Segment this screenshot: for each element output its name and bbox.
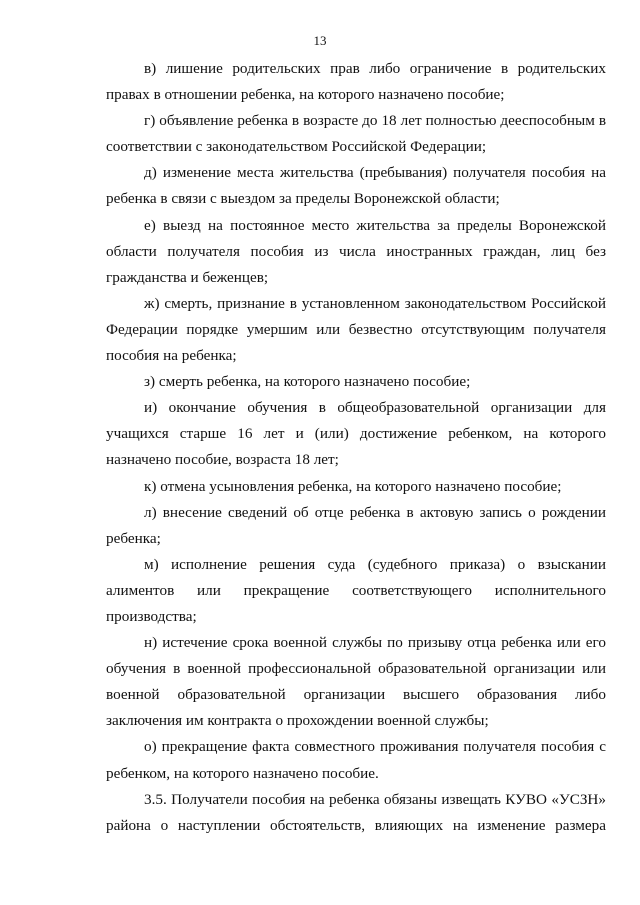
document-body [106,56,606,839]
list-item-m: м) исполнение решения суда (судебного приказа) о взыскании алиментов или прекращение соответствующего исполнительного производства; [106,555,606,625]
list-item-k: к) отмена усыновления ребенка, на которого назначено пособие; [144,477,562,495]
list-item-l: л) внесение сведений об отце ребенка в актовую запись о рождении ребенка; [106,503,606,547]
section-3-5-paragraph: 3.5. Получатели пособия на ребенка обязаны извещать КУВО «УСЗН» района о наступлении обстоятельств, влияющих на изменение размера [106,790,606,834]
list-item-zh: ж) смерть, признание в установленном законодательством Российской Федерации порядке умершим или безвестно отсутствующим получателя пособия на ребенка; [106,294,606,365]
list-item-v: в) лишение родительских прав либо ограничение в родительских правах в отношении ребенка, на которого назначено пособие; [106,60,606,104]
list-item-g: г) объявление ребенка в возрасте до 18 лет полностью дееспособным в соответствии с законодательством Российской Федерации; [106,112,606,156]
list-item-d: д) изменение места жительства (пребывания) получателя пособия на ребенка в связи с выездом за пределы Воронежской области; [106,164,606,208]
list-item-z: з) смерть ребенка, на которого назначено пособие; [144,373,471,391]
list-item-e: е) выезд на постоянное место жительства за пределы Воронежской области получателя пособия из числа иностранных граждан, лиц без гражданства и беженцев; [106,216,606,286]
list-item-n: н) истечение срока военной службы по призыву отца ребенка или его обучения в военной профессиональной образовательной организации или военной образовательной организации высшего образования либо заключения им контракта о прохождении военной службы; [106,634,606,730]
list-item-o: о) прекращение факта совместного проживания получателя пособия с ребенком, на которого назначено пособие. [106,738,606,782]
page-number: 13 [313,33,327,48]
list-item-i: и) окончание обучения в общеобразовательной организации для учащихся старше 16 лет и (или) достижение ребенком, на которого назначено пособие, возраста 18 лет; [106,399,606,469]
